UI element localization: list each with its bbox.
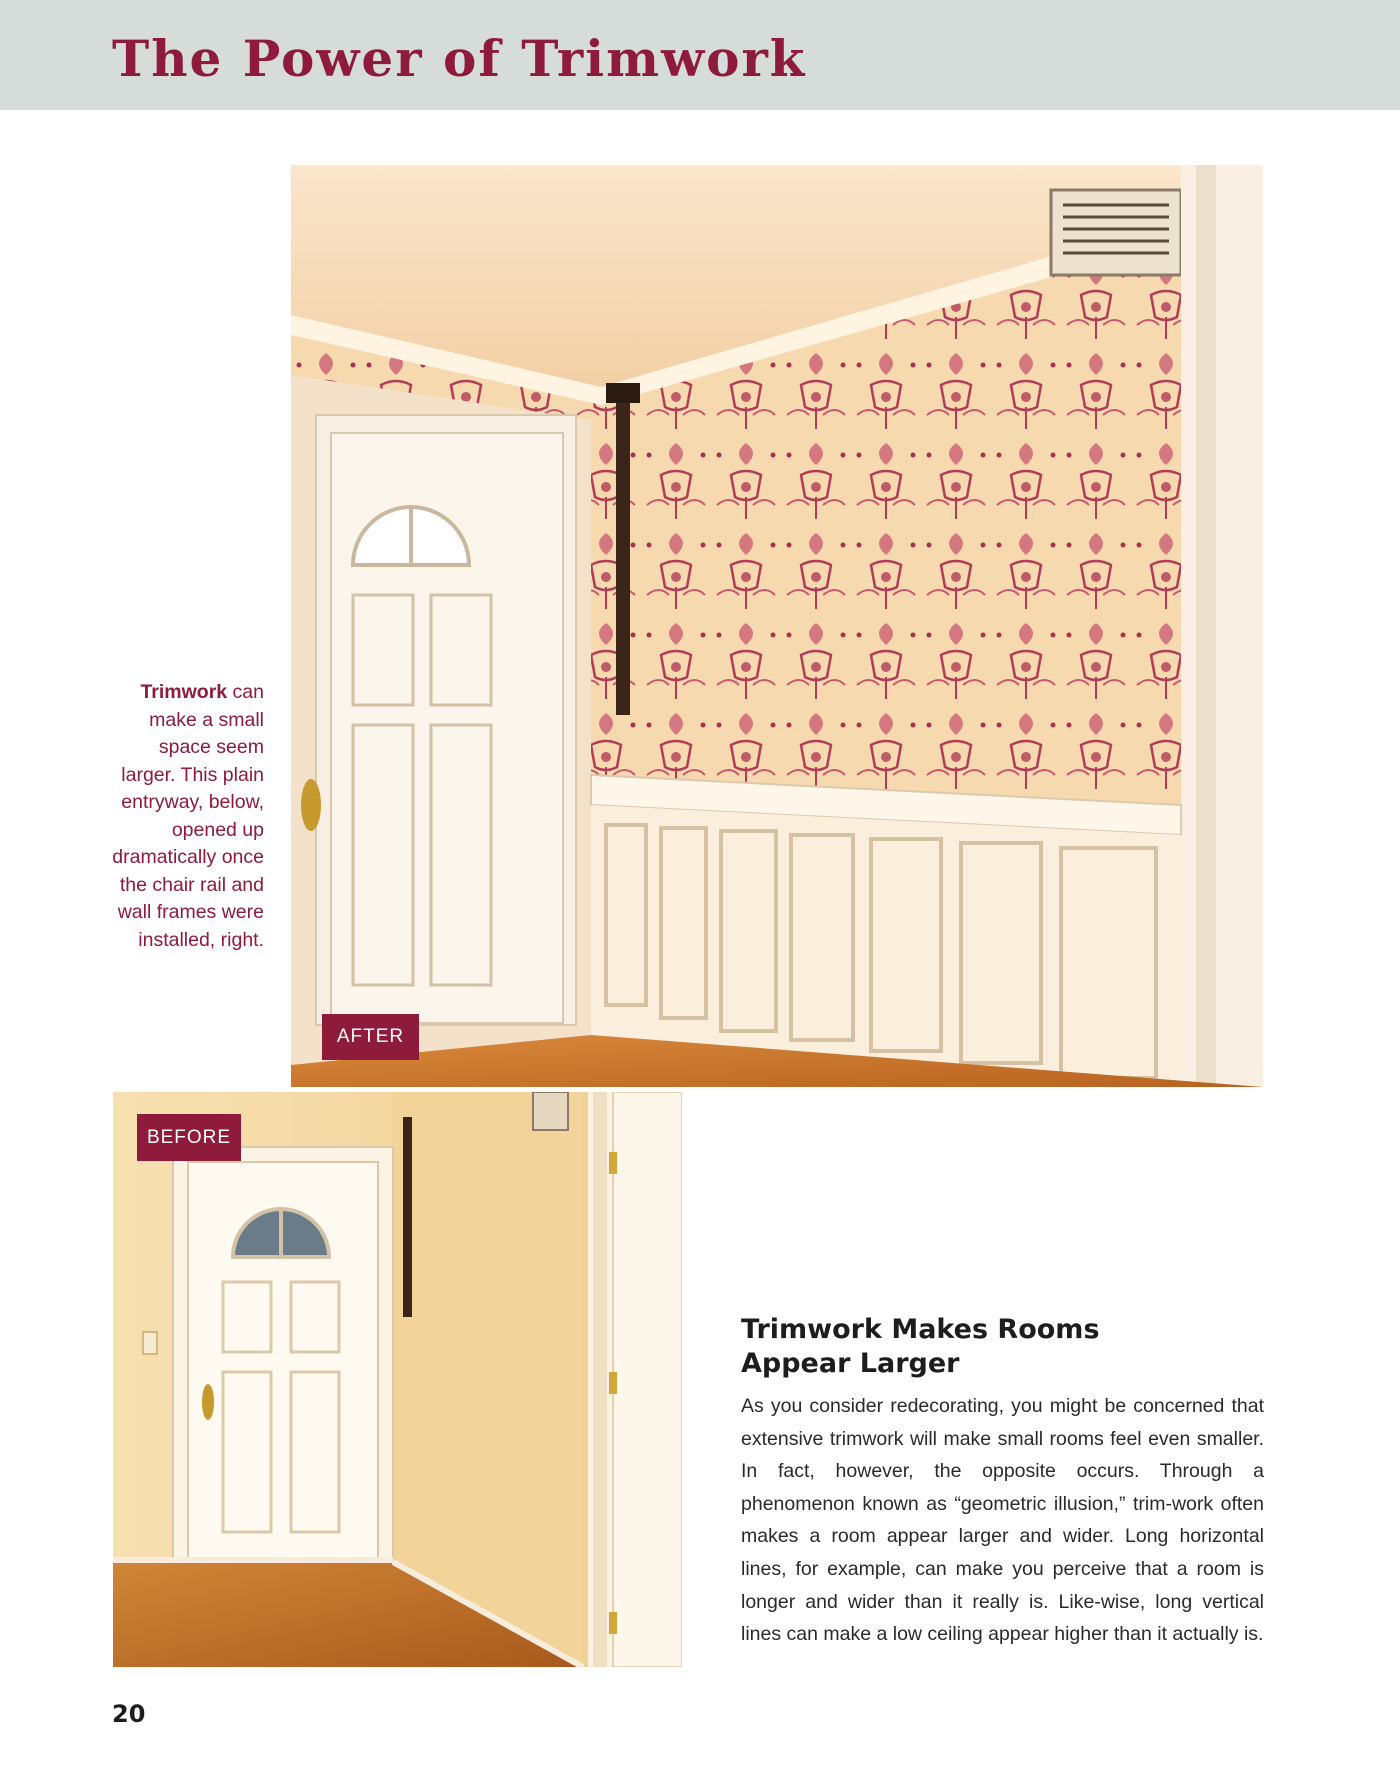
after-photo (291, 165, 1263, 1087)
caption-lead: Trimwork (140, 681, 228, 703)
before-label: BEFORE (137, 1114, 241, 1161)
before-photo (113, 1089, 685, 1667)
header-band (0, 0, 1400, 110)
photo-caption (110, 679, 264, 954)
caption-text: can make a small space seem larger. This plain entryway, below, opened up dramatically once the chair rail and wall frames were installed, right. (112, 681, 264, 951)
article-heading (741, 1313, 1261, 1381)
page-title: The Power of Trimwork (112, 29, 807, 88)
after-label: AFTER (322, 1014, 419, 1060)
article-heading-line1: Trimwork Makes Rooms (741, 1314, 1100, 1345)
article-heading-line2: Appear Larger (741, 1348, 960, 1379)
page-number: 20 (112, 1700, 146, 1728)
article-body: As you consider redecorating, you might be concerned that extensive trimwork will make small rooms feel even smaller. In fact, however, the opposite occurs. Through a phenomenon known as “geometric illusion,” trim-work often makes a room appear larger and wider. Long horizontal lines, for example, can make you perceive that a room is longer and wider than it really is. Like-wise, long vertical lines can make a low ceiling appear higher than it actually is. (741, 1395, 1264, 1646)
